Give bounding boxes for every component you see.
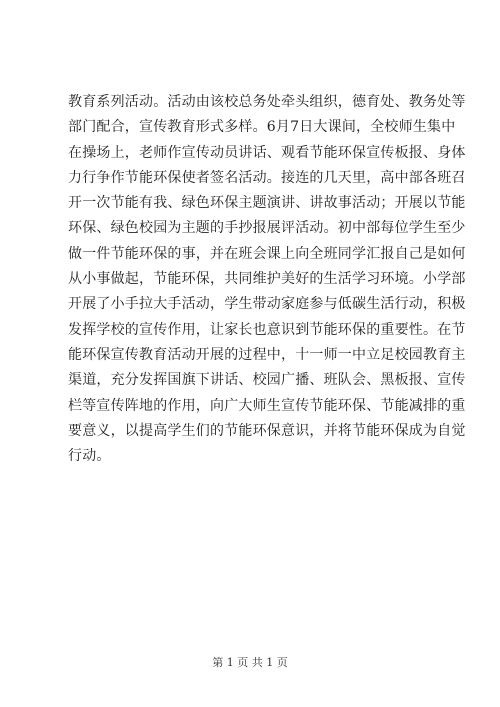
text-line: 教育系列活动。活动由该校总务处牵头组织，德育处、教务处等 (68, 94, 466, 110)
text-line: 能环保宣传教育活动开展的过程中，十一师一中立足校园教育主 (68, 346, 466, 363)
text-line: 发挥学校的宣传作用，让家长也意识到节能环保的重要性。在节 (68, 321, 466, 338)
text-line: 环保、绿色校园为主题的手抄报展评活动。初中部每位学生至少 (68, 220, 466, 237)
text-line: 栏等宣传阵地的作用，向广大师生宣传节能环保、节能减排的重 (68, 397, 466, 414)
text-line: 要意义，以提高学生们的节能环保意识，并将节能环保成为自觉 (68, 422, 466, 439)
text-line: 开一次节能有我、绿色环保主题演讲、讲故事活动；开展以节能 (68, 195, 466, 212)
text-line: 渠道，充分发挥国旗下讲话、校园广播、班队会、黑板报、宣传 (68, 372, 466, 389)
text-line: 力行争作节能环保使者签名活动。接连的几天里，高中部各班召 (68, 169, 466, 186)
text-line: 在操场上，老师作宣传动员讲话、观看节能环保宣传板报、身体 (68, 144, 466, 161)
text-line: 从小事做起，节能环保，共同维护美好的生活学习环境。小学部 (68, 271, 466, 288)
body-paragraph (68, 90, 466, 469)
text-line: 行动。 (68, 448, 111, 465)
text-line: 部门配合，宣传教育形式多样。6月7日大课间，全校师生集中 (68, 119, 456, 136)
text-line: 做一件节能环保的事，并在班会课上向全班同学汇报自己是如何 (68, 245, 466, 262)
text-line: 开展了小手拉大手活动，学生带动家庭参与低碳生活行动，积极 (68, 296, 466, 313)
page-number-footer: 第 1 页 共 1 页 (212, 656, 288, 669)
